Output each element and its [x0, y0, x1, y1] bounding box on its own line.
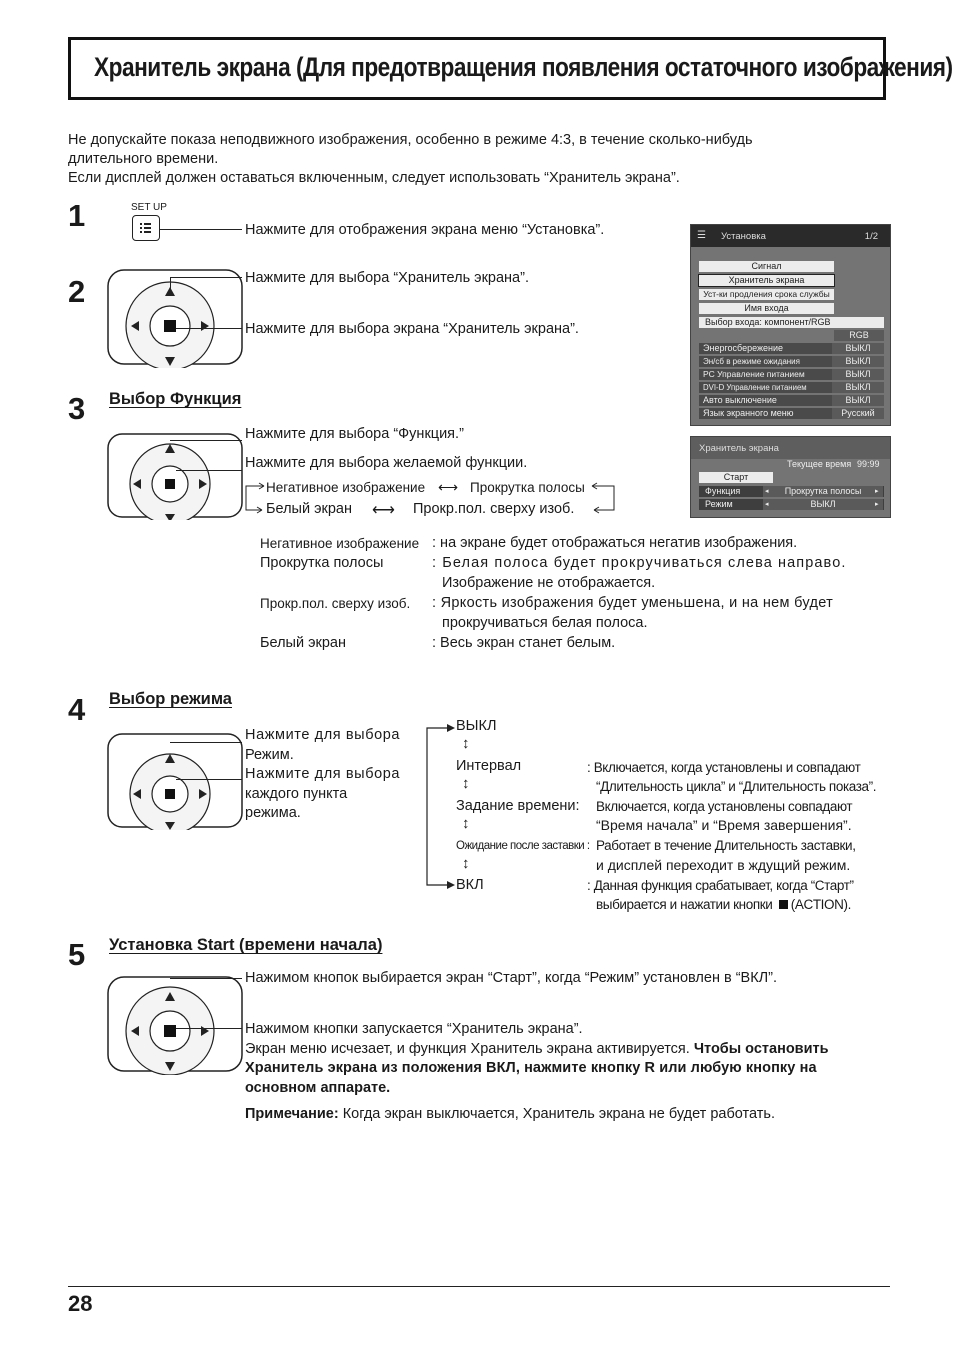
menu-item[interactable]: Сигнал — [699, 261, 834, 272]
definition-row — [260, 554, 894, 574]
definition-desc: Изображение не отображается. — [442, 575, 656, 591]
mode-row[interactable] — [699, 499, 884, 510]
menu-item-selected[interactable]: Хранитель экрана — [699, 275, 834, 286]
step5-text-updown: Нажимом кнопок выбирается экран “Старт”, когда “Режим” установлен в “ВКЛ”. — [245, 970, 778, 986]
definition-desc: прокручиваться белая полоса. — [442, 615, 648, 631]
step3-text-updown: Нажмите для выбора “Функция.” — [245, 426, 464, 442]
setup-menu-screen — [690, 224, 891, 426]
menu-item[interactable]: Уст-ки продления срока службы — [699, 289, 834, 300]
step4-heading: Выбор режима — [109, 690, 232, 708]
updown-arrow-icon: ↕ — [462, 735, 470, 752]
step4-text-line: режима. — [245, 805, 301, 821]
dpad-icon[interactable] — [106, 975, 246, 1075]
arrow-left-icon: ◂ — [765, 488, 769, 495]
step4-text — [245, 726, 400, 824]
mode-off: ВЫКЛ — [456, 718, 497, 734]
menu-item[interactable] — [699, 356, 884, 367]
cycle-item: Негативное изображение — [266, 480, 426, 495]
mode-description: и дисплей переходит в ждущий режим. — [596, 857, 851, 873]
step4-text-line: каждого пункта — [245, 785, 348, 802]
menu-item-value: ВЫКЛ — [832, 369, 884, 380]
leader-line — [176, 779, 242, 780]
setup-label: SET UP — [131, 202, 167, 213]
mode-standby: Ожидание после заставки : — [456, 840, 590, 852]
definition-row — [260, 594, 894, 614]
mode-description: “Время начала” и “Время завершения”. — [596, 817, 852, 833]
cycle-bracket-arrows — [242, 480, 622, 520]
screensaver-screen — [690, 436, 891, 518]
mode-description: “Длительность цикла” и “Длительность показа”. — [596, 779, 877, 794]
dpad-icon[interactable] — [106, 432, 246, 520]
note — [245, 1105, 775, 1124]
cycle-item: Белый экран — [266, 501, 352, 517]
mode-timed: Задание времени: — [456, 798, 580, 814]
menu-item[interactable]: Имя входа — [699, 303, 834, 314]
menu-item-label: Энергосбережение — [703, 343, 784, 353]
step3-text-leftright: Нажмите для выбора желаемой функции. — [245, 455, 528, 471]
step5-text-part: Экран меню исчезает, и функция Хранитель экрана активируется. — [245, 1040, 690, 1057]
function-label: Функция — [705, 486, 741, 496]
arrow-left-icon: ◂ — [765, 501, 769, 508]
step-number: 1 — [68, 198, 86, 233]
function-definitions — [260, 534, 894, 654]
leader-line — [170, 978, 242, 979]
menu-item-label: PC Управление питанием — [703, 369, 805, 379]
menu-item-value: RGB — [834, 330, 884, 341]
step5-text-line: Хранитель экрана из положения ВКЛ, нажмите кнопку R или любую кнопку на — [245, 1060, 817, 1076]
step5-text-line: основном аппарате. — [245, 1079, 391, 1096]
double-arrow-icon: ⟷ — [438, 479, 459, 495]
menu-item-value: ВЫКЛ — [832, 356, 884, 367]
menu-item-value: ВЫКЛ — [832, 395, 884, 406]
leader-line — [160, 229, 242, 230]
step-number: 5 — [68, 937, 86, 972]
intro-line: Не допускайте показа неподвижного изображения, особенно в режиме 4:3, в течение сколько-нибудь — [68, 132, 753, 148]
mode-description-part: выбирается и нажатии кнопки — [596, 897, 773, 912]
definition-desc: : Яркость изображения будет уменьшена, и на нем будет — [432, 595, 834, 611]
menu-item[interactable] — [699, 369, 884, 380]
intro-text — [68, 131, 753, 188]
step1-text: Нажмите для отображения экрана меню “Установка”. — [245, 222, 605, 238]
definition-desc: : на экране будет отображаться негатив изображения. — [432, 535, 798, 551]
menu-item-value: ВЫКЛ — [832, 382, 884, 393]
mode-on: ВКЛ — [456, 877, 484, 893]
saver-title: Хранитель экрана — [699, 443, 779, 454]
definition-term: Негативное изображение — [260, 536, 420, 551]
menu-item[interactable]: Выбор входа: компонент/RGB — [699, 317, 884, 328]
mode-description-part: (ACTION). — [790, 897, 851, 912]
menu-item-label: Эн/сб в режиме ожидания — [703, 357, 800, 366]
mode-description: Работает в течение Длительность заставки, — [596, 838, 856, 853]
menu-item-label: Авто выключение — [703, 395, 777, 405]
step-number: 4 — [68, 692, 86, 727]
leader-line — [170, 277, 171, 291]
cycle-item: Прокрутка полосы — [470, 480, 585, 495]
page-title: Хранитель экрана (Для предотвращения появления остаточного изображения) — [94, 52, 953, 82]
step4-text-line: Нажмите для выбора — [245, 766, 401, 782]
step2-text-action: Нажмите для выбора экрана “Хранитель экрана”. — [245, 321, 579, 337]
mode-description: : Данная функция срабатывает, когда “Старт” — [587, 878, 854, 893]
dpad-icon[interactable] — [106, 732, 246, 830]
menu-item-value: Русский — [832, 408, 884, 419]
menu-item-value: ВЫКЛ — [832, 343, 884, 354]
definition-row — [260, 534, 894, 554]
mode-description: Включается, когда установлены совпадают — [596, 799, 853, 814]
menu-title: Установка — [721, 231, 766, 242]
menu-item[interactable] — [699, 408, 884, 419]
leader-line — [170, 440, 242, 441]
note-text: Когда экран выключается, Хранитель экрана не будет работать. — [342, 1106, 775, 1122]
definition-term: Прокрутка полосы — [260, 555, 384, 571]
arrow-right-icon: ▸ — [875, 501, 879, 508]
leader-line — [170, 277, 242, 278]
step5-text-line — [245, 1040, 890, 1060]
updown-arrow-icon: ↕ — [462, 815, 470, 832]
double-arrow-icon: ⟷ — [372, 502, 395, 519]
definition-row — [260, 614, 894, 634]
arrow-right-icon: ▸ — [875, 488, 879, 495]
intro-line: длительного времени. — [68, 151, 219, 167]
mode-description: : Включается, когда установлены и совпадают — [587, 760, 861, 775]
menu-list-icon: ☰ — [697, 230, 706, 241]
step4-text-line: Режим. — [245, 746, 294, 763]
time-label: Текущее время — [787, 459, 852, 469]
step-number: 3 — [68, 391, 86, 426]
setup-button-icon[interactable] — [132, 215, 160, 241]
updown-arrow-icon: ↕ — [462, 855, 470, 872]
definition-row — [260, 574, 894, 594]
menu-item[interactable] — [699, 395, 884, 406]
leader-line — [176, 470, 242, 471]
time-value: 99:99 — [857, 459, 880, 469]
step3-heading: Выбор Функция — [109, 390, 242, 408]
mode-loop-arrow — [420, 722, 460, 892]
dpad-icon[interactable] — [106, 268, 246, 368]
start-button[interactable]: Старт — [699, 472, 773, 483]
footer-divider — [68, 1286, 890, 1287]
definition-term: Прокр.пол. сверху изоб. — [260, 596, 411, 611]
leader-line — [176, 1028, 242, 1029]
definition-desc: : Весь экран станет белым. — [432, 635, 616, 651]
step2-text-updown: Нажмите для выбора “Хранитель экрана”. — [245, 270, 529, 286]
intro-line: Если дисплей должен оставаться включенным, следует использовать “Хранитель экрана”. — [68, 170, 680, 186]
cycle-item: Прокр.пол. сверху изоб. — [413, 501, 575, 517]
saver-title-bar — [691, 437, 890, 459]
mode-value: ВЫКЛ — [763, 499, 883, 510]
menu-item-label: Язык экранного меню — [703, 408, 794, 418]
page-number: 28 — [68, 1291, 93, 1316]
step5-text-action — [245, 1020, 890, 1098]
note-label: Примечание: — [245, 1106, 339, 1122]
action-square-icon — [779, 900, 788, 909]
menu-item-label: DVI-D Управление питанием — [703, 383, 807, 392]
menu-lines-icon — [133, 216, 159, 240]
mode-interval: Интервал — [456, 758, 522, 774]
step4-text-line: Нажмите для выбора — [245, 727, 401, 743]
step5-text-line: Нажимом кнопки запускается “Хранитель экрана”. — [245, 1021, 583, 1037]
definition-desc: : Белая полоса будет прокручиваться слева направо. — [432, 555, 847, 571]
leader-line — [170, 742, 242, 743]
step5-heading: Установка Start (времени начала) — [109, 936, 383, 954]
mode-description — [596, 895, 851, 914]
leader-line — [176, 328, 242, 329]
menu-item[interactable] — [699, 343, 884, 354]
step-number: 2 — [68, 274, 86, 309]
definition-term: Белый экран — [260, 635, 346, 651]
function-row[interactable] — [699, 486, 884, 497]
step5-text-bold: Чтобы остановить — [693, 1040, 829, 1057]
updown-arrow-icon: ↕ — [462, 775, 470, 792]
definition-row — [260, 634, 894, 654]
menu-title-bar — [691, 225, 890, 247]
menu-item[interactable] — [699, 382, 884, 393]
mode-label: Режим — [705, 499, 733, 509]
function-value: Прокрутка полосы — [763, 486, 883, 497]
menu-page: 1/2 — [864, 231, 878, 242]
